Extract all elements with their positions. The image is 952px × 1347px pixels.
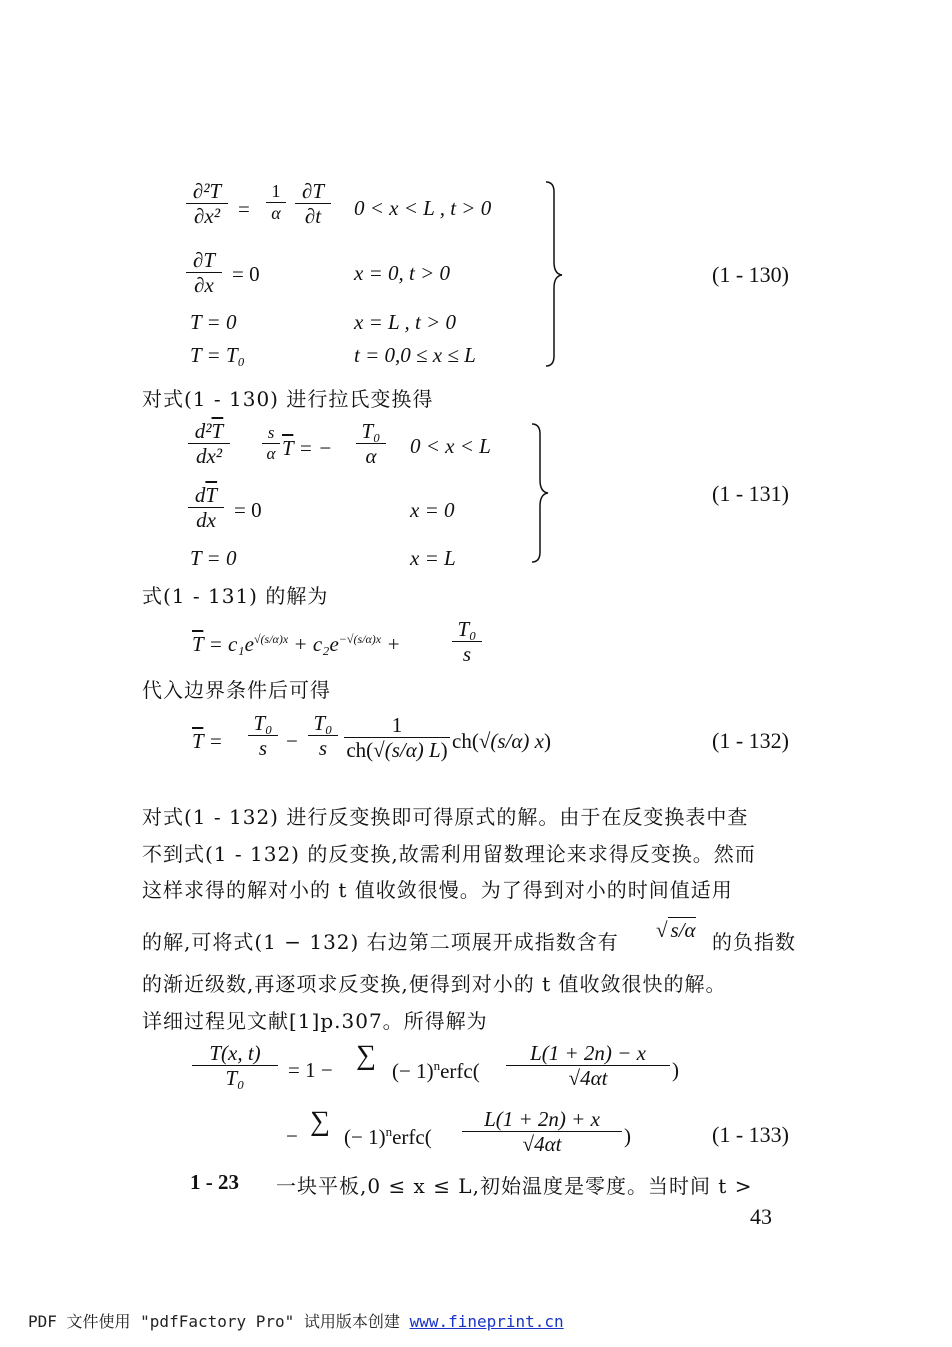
T0-over-s-fraction: T₀ s <box>452 618 482 665</box>
T-over-T0-fraction: T(x, t) T₀ <box>192 1042 278 1089</box>
T0-over-s-fraction: T₀ s <box>308 712 338 759</box>
minus-sign: − <box>286 1124 298 1148</box>
pdf-footer <box>28 1309 564 1332</box>
ch-expression: ch(√(s/α) x) <box>452 729 551 753</box>
paragraph-text: 式(1 - 131) 的解为 <box>142 584 329 608</box>
T-bar: $\overline{T}$ = − <box>282 436 333 460</box>
equation-lhs: = 0 <box>232 262 260 286</box>
equation-number: (1 - 132) <box>712 728 789 753</box>
equation-lhs: T = 0 <box>190 310 237 334</box>
condition-text: t = 0,0 ≤ x ≤ L <box>354 343 476 367</box>
solution-expression: $\overline{T} = c_1e^{√(s/\alpha)x} + c_2e^{-√(s/\alpha)x}$ + <box>192 632 401 656</box>
closing-paren: ) <box>624 1124 631 1148</box>
paragraph-text: 代入边界条件后可得 <box>142 678 331 702</box>
problem-number: 1 - 23 <box>190 1170 239 1194</box>
d2T-dx2-fraction: ∂²T ∂x² <box>186 180 228 227</box>
dT-dx-fraction: ∂T ∂x <box>186 249 222 296</box>
paragraph-line: 对式(1 - 132) 进行反变换即可得原式的解。由于在反变换表中查 <box>142 805 749 829</box>
footer-link[interactable]: www.fineprint.cn <box>409 1312 564 1331</box>
condition-text: 0 < x < L , t > 0 <box>354 196 492 220</box>
series-term: (− 1)$^n$erfc( <box>392 1058 480 1083</box>
equation-number: (1 - 133) <box>712 1122 789 1147</box>
equation-lhs: T = T₀ <box>190 343 245 367</box>
paragraph-text: 对式(1 - 130) 进行拉氏变换得 <box>142 387 434 411</box>
series-term: (− 1)$^n$erfc( <box>344 1124 432 1149</box>
paragraph-line: 不到式(1 - 132) 的反变换,故需利用留数理论来求得反变换。然而 <box>142 842 756 866</box>
right-brace <box>530 422 552 564</box>
summation-sign: ∑ <box>356 1040 376 1071</box>
d2T-dx2-fraction: $d^2\overline{T}$ dx² <box>188 420 230 467</box>
problem-text: 一块平板,0 ≤ x ≤ L,初始温度是零度。当时间 t > <box>276 1174 753 1198</box>
sqrt-s-over-alpha: √ s/α <box>656 918 696 942</box>
paragraph-line: 这样求得的解对小的 t 值收敛很慢。为了得到对小的时间值适用 <box>142 878 733 902</box>
paragraph-line: 的负指数 <box>712 930 796 954</box>
erfc-argument-fraction: L(1 + 2n) + x √4αt <box>462 1108 622 1155</box>
closing-paren: ) <box>672 1058 679 1082</box>
condition-text: x = 0 <box>410 498 455 522</box>
equals-sign: = <box>238 197 250 221</box>
equation-number: (1 - 131) <box>712 481 789 506</box>
dT-dx-fraction: $d\overline{T}$ dx <box>188 484 224 531</box>
paragraph-line: 的解,可将式(1 − 132) 右边第二项展开成指数含有 <box>142 930 619 954</box>
s-over-alpha-fraction: s α <box>262 424 280 463</box>
right-brace <box>544 180 566 370</box>
paragraph-line: 详细过程见文献[1]p.307。所得解为 <box>142 1009 488 1033</box>
equation-lhs: T = 0 <box>190 546 237 570</box>
equals-one-minus: = 1 − <box>288 1058 333 1082</box>
condition-text: x = 0, t > 0 <box>354 261 450 285</box>
condition-text: x = L , t > 0 <box>354 310 457 334</box>
condition-text: 0 < x < L <box>410 434 491 458</box>
condition-text: x = L <box>410 546 456 570</box>
one-over-alpha-fraction: 1 α <box>266 182 286 223</box>
paragraph-line: 的渐近级数,再逐项求反变换,便得到对小的 t 值收敛很快的解。 <box>142 972 727 996</box>
minus-sign: − <box>286 729 298 753</box>
T0-over-s-fraction: T₀ s <box>248 712 278 759</box>
reciprocal-ch-fraction: 1 ch(√(s/α) L) <box>344 714 450 761</box>
erfc-argument-fraction: L(1 + 2n) − x √4αt <box>506 1042 670 1089</box>
footer-text: PDF 文件使用 "pdfFactory Pro" 试用版本创建 <box>28 1312 410 1331</box>
equation-number: (1 - 130) <box>712 262 789 287</box>
dT-dt-fraction: ∂T ∂t <box>295 180 331 227</box>
equation-lhs: = 0 <box>234 498 262 522</box>
T0-over-alpha-fraction: T₀ α <box>356 420 386 467</box>
summation-sign: ∑ <box>310 1106 330 1137</box>
page-number: 43 <box>750 1204 772 1229</box>
T-bar: $\overline{T}$ = <box>192 729 223 753</box>
